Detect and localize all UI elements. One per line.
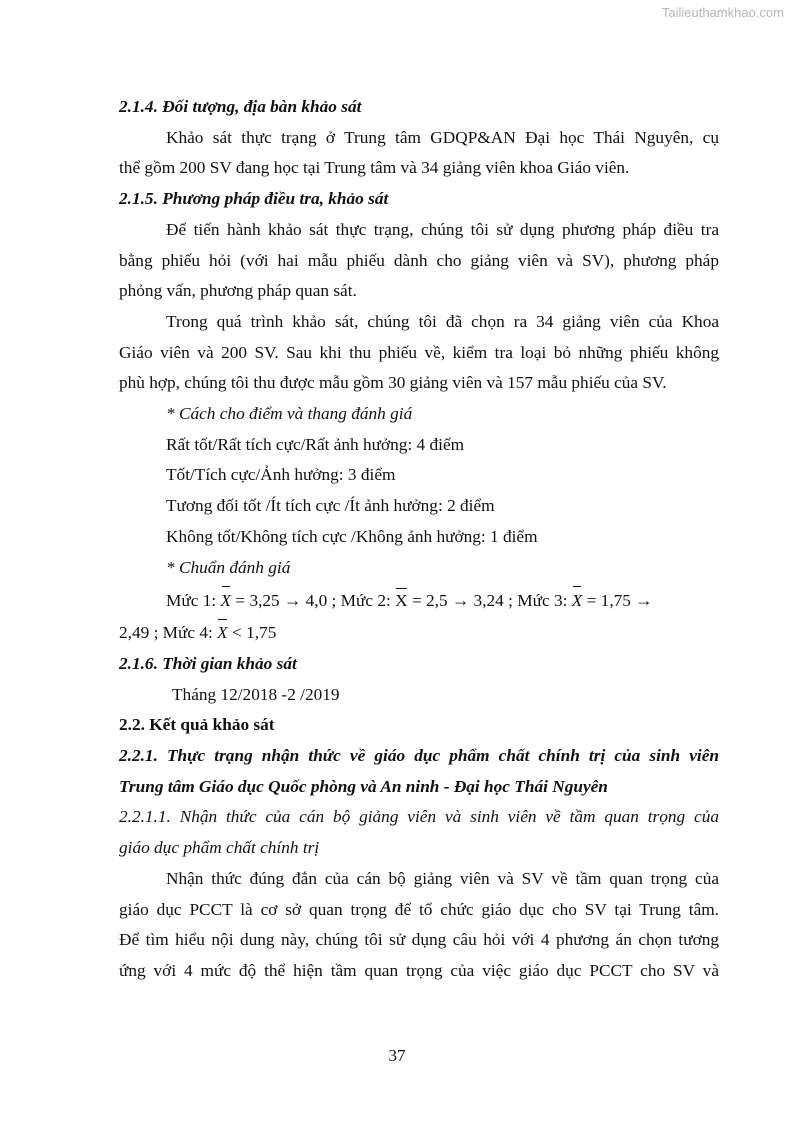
scoring-item: Không tốt/Không tích cực /Không ảnh hưởng: 1 điểm [166,526,538,546]
watermark: Tailieuthamkhao.com [661,5,784,20]
criteria-m1-label: Mức 1: [166,591,221,611]
criteria-m3-value: = 1,75 → [582,591,653,611]
section-heading-2-2-1-1: 2.2.1.1. Nhận thức của cán bộ giảng viên và sinh viên về tầm quan trọng của [119,807,719,827]
section-heading-2-1-6: 2.1.6. Thời gian khảo sát [119,653,297,673]
section-heading-2-1-4: 2.1.4. Đối tượng, địa bàn khảo sát [119,97,362,116]
section-heading-2-2-1-1-cont: giáo dục phẩm chất chính trị [119,838,320,858]
paragraph-line: bằng phiếu hỏi (với hai mẫu phiếu dành cho giảng viên và SV), phương pháp [119,250,719,270]
section-heading-2-2-1-cont: Trung tâm Giáo dục Quốc phòng và An ninh - Đại học Thái Nguyên [119,776,608,796]
section-heading-2-2: 2.2. Kết quả khảo sát [119,715,275,735]
criteria-m2-value: = 2,5 → 3,24 ; Mức 3: [407,591,572,611]
paragraph-line: giáo dục PCCT là cơ sở quan trọng để tổ chức giáo dục cho SV tại Trung tâm. [119,899,719,919]
scoring-item: Tốt/Tích cực/Ảnh hưởng: 3 điểm [166,465,396,485]
criteria-line-1 [119,583,719,616]
paragraph-line: ứng với 4 mức độ thể hiện tầm quan trọng của việc giáo dục PCCT cho SV và [119,960,719,980]
x-bar-symbol: X [395,585,407,616]
scoring-item: Rất tốt/Rất tích cực/Rất ảnh hưởng: 4 điểm [166,434,465,454]
x-bar-symbol: X [221,583,232,616]
paragraph-line: thể gồm 200 SV đang học tại Trung tâm và 34 giảng viên khoa Giáo viên. [119,158,630,178]
paragraph-line: phỏng vấn, phương pháp quan sát. [119,281,357,301]
scoring-title: * Cách cho điểm và thang đánh giá [166,404,413,424]
paragraph-line: Nhận thức đúng đắn của cán bộ giảng viên và SV về tầm quan trọng của [166,868,719,888]
x-bar-symbol: X [217,616,228,649]
paragraph-line: Khảo sát thực trạng ở Trung tâm GDQP&AN Đại học Thái Nguyên, cụ [166,127,719,147]
page-content [119,92,719,987]
paragraph-line: Giáo viên và 200 SV. Sau khi thu phiếu về, kiểm tra loại bỏ những phiếu không [119,342,719,362]
x-bar-symbol: X [572,583,583,616]
criteria-line2-prefix: 2,49 ; Mức 4: [119,623,218,643]
paragraph-line: Trong quá trình khảo sát, chúng tôi đã chọn ra 34 giảng viên của Khoa [166,311,719,331]
page-number: 37 [388,1046,406,1065]
section-heading-2-2-1: 2.2.1. Thực trạng nhận thức về giáo dục phẩm chất chính trị của sinh viên [119,746,719,766]
survey-time: Tháng 12/2018 -2 /2019 [172,684,340,704]
criteria-m4-value: < 1,75 [227,623,277,643]
scoring-item: Tương đối tốt /Ít tích cực /Ít ảnh hưởng: 2 điểm [166,496,495,516]
paragraph-line: Để tìm hiểu nội dung này, chúng tôi sử dụng câu hỏi với 4 phương án chọn tương [119,930,719,950]
paragraph-line: Để tiến hành khảo sát thực trạng, chúng tôi sử dụng phương pháp điều tra [166,219,719,239]
criteria-m1-value: = 3,25 → 4,0 ; Mức 2: [231,591,396,611]
section-heading-2-1-5: 2.1.5. Phương pháp điều tra, khảo sát [119,189,389,209]
criteria-line-2 [119,616,719,649]
paragraph-line: phù hợp, chúng tôi thu được mẫu gồm 30 giảng viên và 157 mẫu phiếu của SV. [119,373,667,393]
criteria-title: * Chuẩn đánh giá [166,557,291,577]
